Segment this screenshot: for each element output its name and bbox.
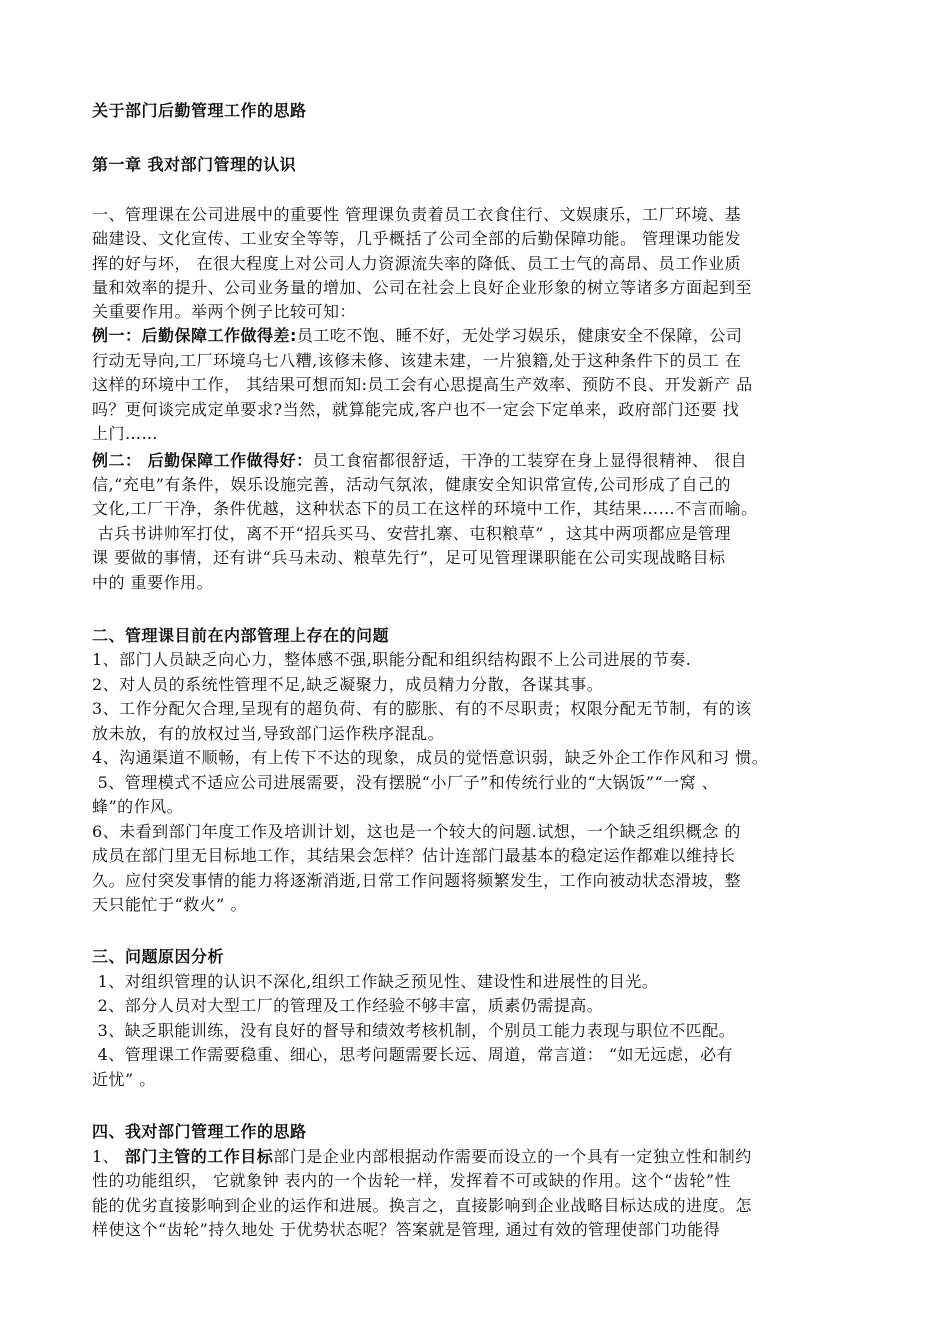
paragraph-line: 一、管理课在公司进展中的重要性 管理课负责着员工衣食住行、文娱康乐，工厂环境、基 <box>92 205 742 224</box>
list-item: 5、管理模式不适应公司进展需要，没有摆脱“小厂子”和传统行业的“大锅饭”“一窝 、 <box>92 773 719 792</box>
list-item: 2、部分人员对大型工厂的管理及工作经验不够丰富，质素仍需提高。 <box>92 996 604 1015</box>
example-one-label: 例一：后勤保障工作做得差: <box>92 326 297 345</box>
example-one-line <box>92 324 742 348</box>
paragraph-line: 课 要做的事情，还有讲“兵马未动、粮草先行”，足可见管理课职能在公司实现战略目标 <box>92 548 726 567</box>
list-item: 久。应付突发事情的能力将逐渐消逝,日常工作问题将频繁发生，工作向被动状态滑坡，整 <box>92 871 742 890</box>
item-one-text: 部门是企业内部根据动作需要而设立的一个具有一定独立性和制约 <box>273 1147 752 1166</box>
document-title: 关于部门后勤管理工作的思路 <box>92 101 307 120</box>
paragraph-line: 中的 重要作用。 <box>92 573 214 592</box>
section-heading: 三、问题原因分析 <box>92 947 225 966</box>
example-one-text: 员工吃不饱、睡不好，无处学习娱乐，健康安全不保障，公司 <box>296 326 743 345</box>
section-heading: 四、我对部门管理工作的思路 <box>92 1122 307 1141</box>
paragraph-line: 量和效率的提升、公司业务量的增加、公司在社会上良好企业形象的树立等诸多方面起到至 <box>92 278 753 297</box>
list-item: 1、对组织管理的认识不深化,组织工作缺乏预见性、建设性和进展性的目光。 <box>92 972 659 991</box>
item-one-number: 1、 <box>92 1147 125 1166</box>
paragraph-line: 行动无导向,工厂环境乌七八糟,该修未修、该建未建，一片狼籍,处于这种条件下的员工 在 <box>92 351 742 370</box>
section-heading: 二、管理课目前在内部管理上存在的问题 <box>92 626 390 645</box>
item-one-line <box>92 1145 752 1169</box>
paragraph-line: 关重要作用。举两个例子比较可知： <box>92 302 357 321</box>
paragraph-line: 文化,工厂干净，条件优越，这种状态下的员工在这样的环境中工作，其结果……不言而喻。 <box>92 499 758 518</box>
paragraph-line: 能的优劣直接影响到企业的运作和进展。换言之，直接影响到企业战略目标达成的进度。怎 <box>92 1196 753 1215</box>
example-two-text: 员工食宿都很舒适，干净的工装穿在身上显得很精神、 很自 <box>312 451 748 470</box>
list-item: 2、对人员的系统性管理不足,缺乏凝聚力，成员精力分散，各谋其事。 <box>92 675 604 694</box>
paragraph-line: 性的功能组织， 它就象钟 表内的一个齿轮一样，发挥着不可或缺的作用。这个“齿轮”性 <box>92 1171 732 1190</box>
list-item: 蜂”的作风。 <box>92 797 184 816</box>
list-item: 4、沟通渠道不顺畅，有上传下不达的现象，成员的觉悟意识弱，缺乏外企工作作风和习 惯。 <box>92 748 769 767</box>
example-two-line <box>92 449 747 473</box>
list-item: 4、管理课工作需要稳重、细心，思考问题需要长远、周道，常言道： “如无远虑，必有 <box>92 1045 734 1064</box>
list-item: 成员在部门里无目标地工作，其结果会怎样？估计连部门最基本的稳定运作都难以维持长 <box>92 846 736 865</box>
list-item: 近忧” 。 <box>92 1070 156 1089</box>
paragraph-line: 挥的好与坏， 在很大程度上对公司人力资源流失率的降低、员工士气的高昂、员工作业质 <box>92 254 742 273</box>
list-item: 天只能忙于“救火” 。 <box>92 895 247 914</box>
chapter-heading: 第一章 我对部门管理的认识 <box>92 155 297 174</box>
paragraph-line: 吗？更何谈完成定单要求?当然，就算能完成,客户也不一定会下定单来，政府部门还要 找 <box>92 400 740 419</box>
item-one-label: 部门主管的工作目标 <box>124 1147 274 1166</box>
paragraph-line: 这样的环境中工作， 其结果可想而知:员工会有心思提高生产效率、预防不良、开发新产 品 <box>92 375 753 394</box>
paragraph-line: 信,“充电”有条件，娱乐设施完善，活动气氛浓，健康安全知识常宣传,公司形成了自己的 <box>92 475 732 494</box>
example-two-label: 例二： 后勤保障工作做得好： <box>92 451 313 470</box>
list-item: 6、未看到部门年度工作及培训计划，这也是一个较大的问题.试想，一个缺乏组织概念 的 <box>92 822 741 841</box>
list-item: 3、工作分配欠合理,呈现有的超负荷、有的膨胀、有的不尽职责；权限分配无节制，有的该 <box>92 699 752 718</box>
list-item: 1、部门人员缺乏向心力，整体感不强,职能分配和组织结构跟不上公司进展的节奏. <box>92 650 692 669</box>
paragraph-line: 样使这个“齿轮”持久地处 于优势状态呢？答案就是管理, 通过有效的管理使部门功能得 <box>92 1220 721 1239</box>
list-item: 放未放，有的放权过当,导致部门运作秩序混乱。 <box>92 724 445 743</box>
paragraph-line: 古兵书讲帅军打仗，离不开“招兵买马、安营扎寨、屯积粮草” ，这其中两项都应是管理 <box>92 524 732 543</box>
paragraph-line: 上门…… <box>92 424 159 443</box>
paragraph-line: 础建设、文化宣传、工业安全等等，几乎概括了公司全部的后勤保障功能。 管理课功能发 <box>92 229 742 248</box>
list-item: 3、缺乏职能训练，没有良好的督导和绩效考核机制，个别员工能力表现与职位不匹配。 <box>92 1021 736 1040</box>
